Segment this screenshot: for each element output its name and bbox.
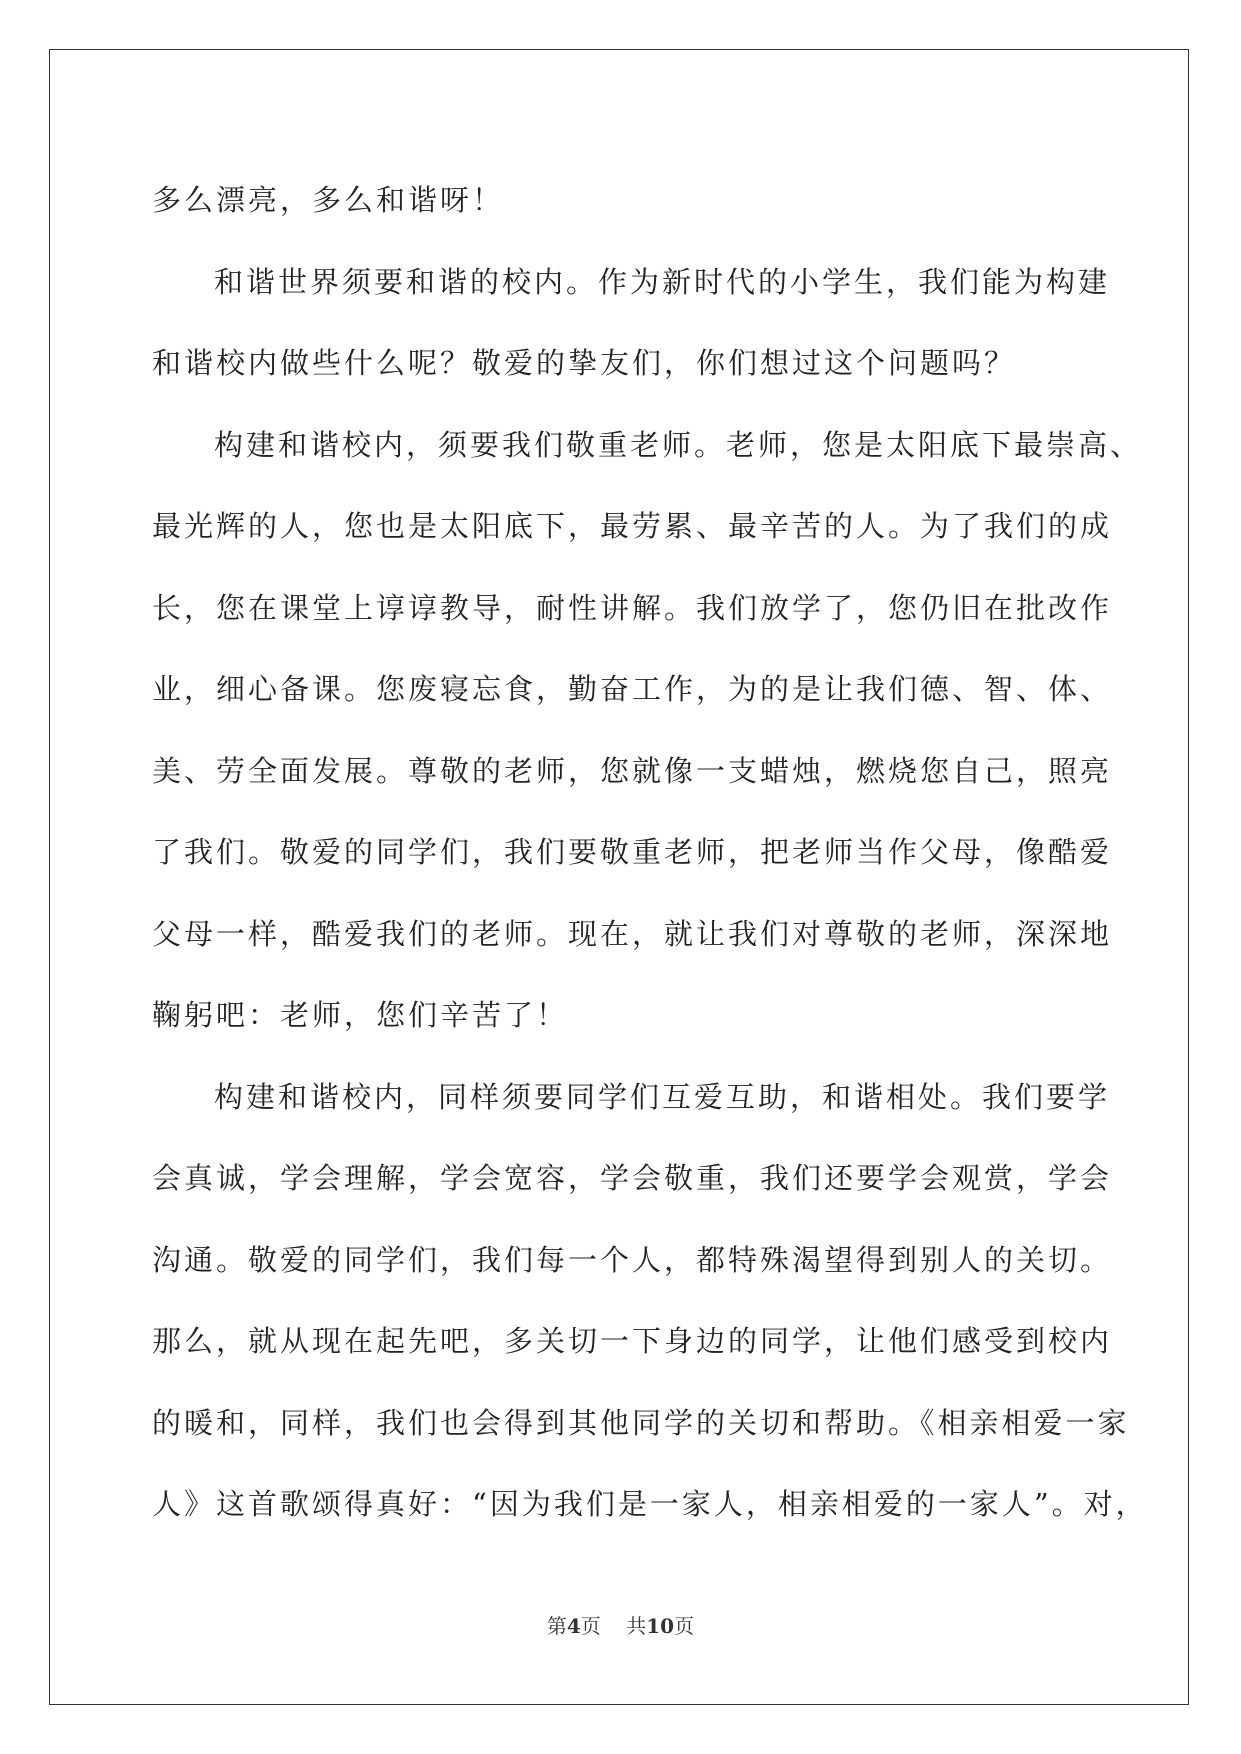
current-page-number: 4 xyxy=(566,1614,581,1638)
footer-middle: 页 共 xyxy=(580,1614,647,1638)
text-line: 会真诚，学会理解，学会宽容，学会敬重，我们还要学会观赏，学会 xyxy=(152,1161,1113,1195)
text-line: 长，您在课堂上谆谆教导，耐性讲解。我们放学了，您仍旧在批改作 xyxy=(152,590,1113,625)
text-line: 的暖和，同样，我们也会得到其他同学的关切和帮助。《相亲相爱一家 xyxy=(152,1405,1130,1440)
text-line: 父母一样，酷爱我们的老师。现在，就让我们对尊敬的老师，深深地 xyxy=(152,916,1113,951)
text-line: 那么，就从现在起先吧，多关切一下身边的同学，让他们感受到校内 xyxy=(152,1324,1113,1358)
text-line: 鞠躬吧：老师，您们辛苦了！ xyxy=(152,998,569,1032)
page-footer xyxy=(0,1610,1241,1639)
text-line: 和谐校内做些什么呢？敬爱的挚友们，你们想过这个问题吗？ xyxy=(152,346,1017,380)
text-line: 美、劳全面发展。尊敬的老师，您就像一支蜡烛，燃烧您自己，照亮 xyxy=(152,753,1113,788)
text-line: 沟通。敬爱的同学们，我们每一个人，都特殊渴望得到别人的关切。 xyxy=(152,1242,1113,1277)
text-line: 构建和谐校内，须要我们敬重老师。老师，您是太阳底下最崇高、 xyxy=(214,427,1143,462)
text-line: 和谐世界须要和谐的校内。作为新时代的小学生，我们能为构建 xyxy=(214,264,1111,299)
footer-suffix: 页 xyxy=(674,1614,695,1638)
text-line: 了我们。敬爱的同学们，我们要敬重老师，把老师当作父母，像酷爱 xyxy=(152,835,1113,869)
text-line: 构建和谐校内，同样须要同学们互爱互助，和谐相处。我们要学 xyxy=(214,1079,1111,1114)
document-body xyxy=(152,160,1148,1546)
text-line: 多么漂亮，多么和谐呀！ xyxy=(152,183,505,217)
text-line: 人》这首歌颂得真好：“因为我们是一家人，相亲相爱的一家人”。对， xyxy=(152,1487,1148,1521)
text-line: 业，细心备课。您废寝忘食，勤奋工作，为的是让我们德、智、体、 xyxy=(152,672,1113,706)
footer-prefix: 第 xyxy=(546,1614,567,1638)
text-line: 最光辉的人，您也是太阳底下，最劳累、最辛苦的人。为了我们的成 xyxy=(152,509,1113,543)
total-page-number: 10 xyxy=(646,1614,675,1638)
